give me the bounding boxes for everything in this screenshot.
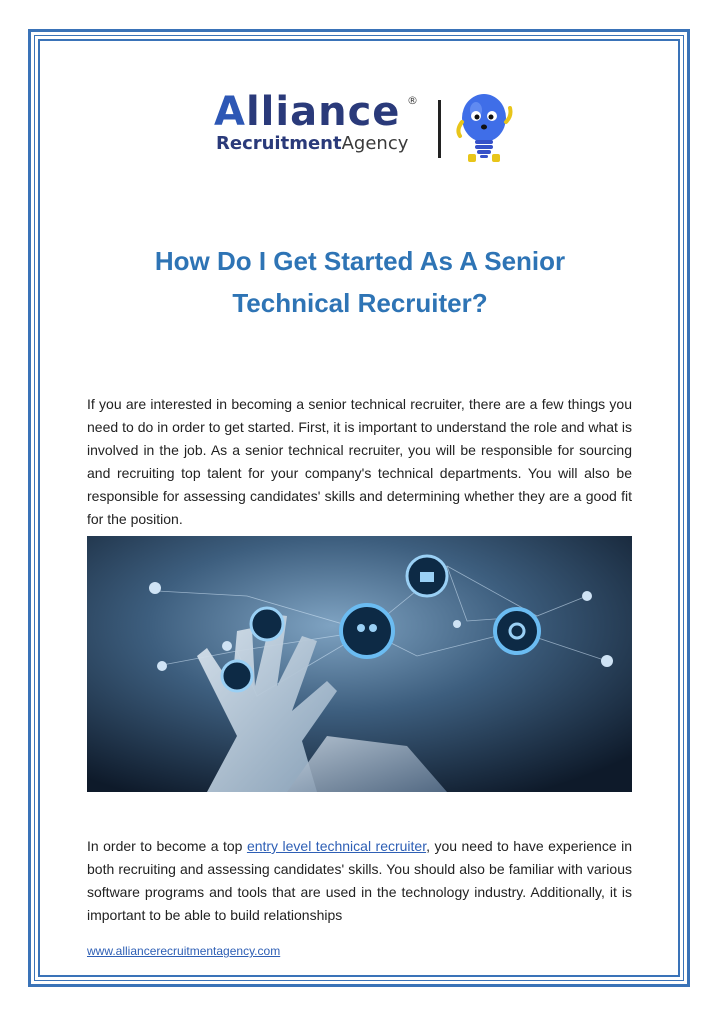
- hand-touching-network-icons-image: [87, 536, 632, 792]
- intro-paragraph: If you are interested in becoming a senior technical recruiter, there are a few things you need to do in order to get started. First, it is important to understand the role and what is involved in the job. As a senior technical recruiter, you will be responsible for sourcing and recruiting top talent for your company's technical departments. You will also be responsible for assessing candidates' skills and determining whether they are a good fit for the position.: [87, 396, 632, 527]
- title-line-1: How Do I Get Started As A Senior: [154, 246, 566, 276]
- lightbulb-mascot-icon: [454, 92, 514, 164]
- entry-level-recruiter-link[interactable]: entry level technical recruiter: [246, 838, 427, 854]
- company-logo: [214, 89, 514, 164]
- title-line-2: Technical Recruiter?: [232, 288, 488, 318]
- body-paragraph: In order to become a top entry level technical recruiter, you need to have experience in both recruiting and assessing candidates' skills. You should also be familiar with various software programs and tools that are used in the technology industry. Additionally, it is important to be able to build relationships: [87, 838, 632, 923]
- footer-website-link[interactable]: www.alliancerecruitmentagency.com: [87, 944, 281, 958]
- registered-mark: ®: [407, 94, 418, 107]
- logo-wordmark-alliance: Alliance: [214, 89, 401, 135]
- logo-wordmark-recruitment-agency: RecruitmentAgency: [216, 133, 409, 154]
- page-title: [80, 240, 640, 324]
- logo-divider: [438, 100, 441, 158]
